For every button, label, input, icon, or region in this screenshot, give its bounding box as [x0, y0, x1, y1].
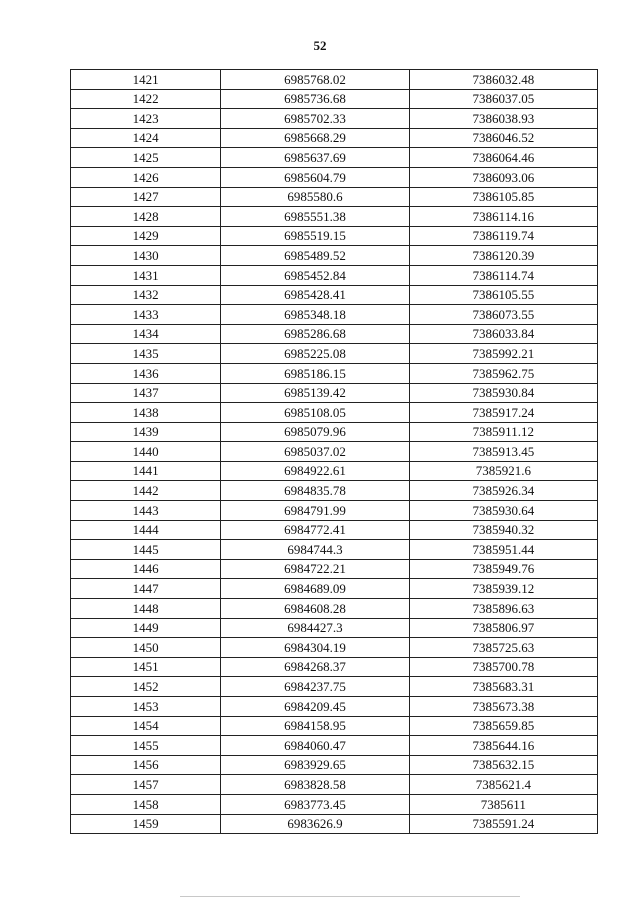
- y-coordinate-cell: 7385632.15: [409, 755, 597, 775]
- table-row: [71, 775, 598, 795]
- table-row: [71, 265, 598, 285]
- y-coordinate-cell: 7385939.12: [409, 579, 597, 599]
- table-row: [71, 520, 598, 540]
- point-number-cell: 1426: [71, 167, 221, 187]
- x-coordinate-cell: 6985489.52: [221, 246, 409, 266]
- table-row: [71, 89, 598, 109]
- table-row: [71, 383, 598, 403]
- x-coordinate-cell: 6985286.68: [221, 324, 409, 344]
- x-coordinate-cell: 6985637.69: [221, 148, 409, 168]
- y-coordinate-cell: 7385659.85: [409, 716, 597, 736]
- x-coordinate-cell: 6985519.15: [221, 226, 409, 246]
- y-coordinate-cell: 7386105.55: [409, 285, 597, 305]
- y-coordinate-cell: 7385992.21: [409, 344, 597, 364]
- y-coordinate-cell: 7386120.39: [409, 246, 597, 266]
- x-coordinate-cell: 6985768.02: [221, 70, 409, 90]
- table-row: [71, 403, 598, 423]
- x-coordinate-cell: 6984744.3: [221, 540, 409, 560]
- table-row: [71, 618, 598, 638]
- x-coordinate-cell: 6985108.05: [221, 403, 409, 423]
- y-coordinate-cell: 7385611: [409, 794, 597, 814]
- y-coordinate-cell: 7385683.31: [409, 677, 597, 697]
- x-coordinate-cell: 6985348.18: [221, 305, 409, 325]
- point-number-cell: 1423: [71, 109, 221, 129]
- y-coordinate-cell: 7385673.38: [409, 697, 597, 717]
- table-row: [71, 442, 598, 462]
- table-row: [71, 579, 598, 599]
- y-coordinate-cell: 7385591.24: [409, 814, 597, 834]
- y-coordinate-cell: 7385700.78: [409, 657, 597, 677]
- table-row: [71, 481, 598, 501]
- x-coordinate-cell: 6984209.45: [221, 697, 409, 717]
- table-row: [71, 599, 598, 619]
- y-coordinate-cell: 7386046.52: [409, 128, 597, 148]
- point-number-cell: 1456: [71, 755, 221, 775]
- point-number-cell: 1447: [71, 579, 221, 599]
- y-coordinate-cell: 7385917.24: [409, 403, 597, 423]
- x-coordinate-cell: 6985551.38: [221, 207, 409, 227]
- x-coordinate-cell: 6984722.21: [221, 559, 409, 579]
- y-coordinate-cell: 7385940.32: [409, 520, 597, 540]
- table-row: [71, 755, 598, 775]
- x-coordinate-cell: 6985604.79: [221, 167, 409, 187]
- x-coordinate-cell: 6984237.75: [221, 677, 409, 697]
- point-number-cell: 1430: [71, 246, 221, 266]
- y-coordinate-cell: 7386037.05: [409, 89, 597, 109]
- x-coordinate-cell: 6984608.28: [221, 599, 409, 619]
- x-coordinate-cell: 6985079.96: [221, 422, 409, 442]
- y-coordinate-cell: 7385962.75: [409, 363, 597, 383]
- table-row: [71, 363, 598, 383]
- point-number-cell: 1446: [71, 559, 221, 579]
- x-coordinate-cell: 6984689.09: [221, 579, 409, 599]
- y-coordinate-cell: 7386105.85: [409, 187, 597, 207]
- point-number-cell: 1455: [71, 736, 221, 756]
- x-coordinate-cell: 6985702.33: [221, 109, 409, 129]
- y-coordinate-cell: 7386073.55: [409, 305, 597, 325]
- x-coordinate-cell: 6985668.29: [221, 128, 409, 148]
- point-number-cell: 1436: [71, 363, 221, 383]
- point-number-cell: 1452: [71, 677, 221, 697]
- point-number-cell: 1435: [71, 344, 221, 364]
- point-number-cell: 1442: [71, 481, 221, 501]
- table-row: [71, 324, 598, 344]
- x-coordinate-cell: 6985580.6: [221, 187, 409, 207]
- table-row: [71, 736, 598, 756]
- table-row: [71, 638, 598, 658]
- point-number-cell: 1432: [71, 285, 221, 305]
- x-coordinate-cell: 6983929.65: [221, 755, 409, 775]
- point-number-cell: 1424: [71, 128, 221, 148]
- table-row: [71, 794, 598, 814]
- x-coordinate-cell: 6985037.02: [221, 442, 409, 462]
- x-coordinate-cell: 6985225.08: [221, 344, 409, 364]
- point-number-cell: 1431: [71, 265, 221, 285]
- point-number-cell: 1451: [71, 657, 221, 677]
- point-number-cell: 1434: [71, 324, 221, 344]
- point-number-cell: 1453: [71, 697, 221, 717]
- table-row: [71, 697, 598, 717]
- point-number-cell: 1441: [71, 461, 221, 481]
- x-coordinate-cell: 6984791.99: [221, 501, 409, 521]
- table-row: [71, 285, 598, 305]
- point-number-cell: 1444: [71, 520, 221, 540]
- y-coordinate-cell: 7385806.97: [409, 618, 597, 638]
- table-row: [71, 128, 598, 148]
- coordinates-table-body: [71, 70, 598, 834]
- y-coordinate-cell: 7386038.93: [409, 109, 597, 129]
- y-coordinate-cell: 7386064.46: [409, 148, 597, 168]
- table-row: [71, 246, 598, 266]
- table-row: [71, 226, 598, 246]
- table-row: [71, 501, 598, 521]
- table-row: [71, 344, 598, 364]
- table-row: [71, 207, 598, 227]
- table-row: [71, 70, 598, 90]
- table-row: [71, 148, 598, 168]
- point-number-cell: 1433: [71, 305, 221, 325]
- y-coordinate-cell: 7386114.16: [409, 207, 597, 227]
- point-number-cell: 1458: [71, 794, 221, 814]
- table-row: [71, 461, 598, 481]
- y-coordinate-cell: 7385921.6: [409, 461, 597, 481]
- point-number-cell: 1440: [71, 442, 221, 462]
- point-number-cell: 1427: [71, 187, 221, 207]
- y-coordinate-cell: 7385896.63: [409, 599, 597, 619]
- point-number-cell: 1450: [71, 638, 221, 658]
- y-coordinate-cell: 7385911.12: [409, 422, 597, 442]
- x-coordinate-cell: 6984835.78: [221, 481, 409, 501]
- x-coordinate-cell: 6985186.15: [221, 363, 409, 383]
- y-coordinate-cell: 7386114.74: [409, 265, 597, 285]
- y-coordinate-cell: 7386119.74: [409, 226, 597, 246]
- x-coordinate-cell: 6985736.68: [221, 89, 409, 109]
- table-row: [71, 657, 598, 677]
- y-coordinate-cell: 7385644.16: [409, 736, 597, 756]
- point-number-cell: 1459: [71, 814, 221, 834]
- x-coordinate-cell: 6984304.19: [221, 638, 409, 658]
- table-row: [71, 559, 598, 579]
- x-coordinate-cell: 6984060.47: [221, 736, 409, 756]
- point-number-cell: 1438: [71, 403, 221, 423]
- x-coordinate-cell: 6984922.61: [221, 461, 409, 481]
- point-number-cell: 1457: [71, 775, 221, 795]
- x-coordinate-cell: 6984268.37: [221, 657, 409, 677]
- point-number-cell: 1428: [71, 207, 221, 227]
- point-number-cell: 1437: [71, 383, 221, 403]
- y-coordinate-cell: 7385725.63: [409, 638, 597, 658]
- table-row: [71, 305, 598, 325]
- x-coordinate-cell: 6985139.42: [221, 383, 409, 403]
- point-number-cell: 1429: [71, 226, 221, 246]
- x-coordinate-cell: 6985428.41: [221, 285, 409, 305]
- table-row: [71, 422, 598, 442]
- point-number-cell: 1449: [71, 618, 221, 638]
- y-coordinate-cell: 7386032.48: [409, 70, 597, 90]
- y-coordinate-cell: 7385913.45: [409, 442, 597, 462]
- table-row: [71, 167, 598, 187]
- y-coordinate-cell: 7385926.34: [409, 481, 597, 501]
- x-coordinate-cell: 6985452.84: [221, 265, 409, 285]
- table-row: [71, 187, 598, 207]
- y-coordinate-cell: 7385621.4: [409, 775, 597, 795]
- y-coordinate-cell: 7386093.06: [409, 167, 597, 187]
- point-number-cell: 1425: [71, 148, 221, 168]
- point-number-cell: 1454: [71, 716, 221, 736]
- y-coordinate-cell: 7386033.84: [409, 324, 597, 344]
- point-number-cell: 1443: [71, 501, 221, 521]
- point-number-cell: 1422: [71, 89, 221, 109]
- point-number-cell: 1439: [71, 422, 221, 442]
- x-coordinate-cell: 6984427.3: [221, 618, 409, 638]
- page-number: 52: [313, 38, 327, 53]
- x-coordinate-cell: 6983828.58: [221, 775, 409, 795]
- table-row: [71, 814, 598, 834]
- x-coordinate-cell: 6984772.41: [221, 520, 409, 540]
- coordinates-table: [70, 69, 598, 834]
- x-coordinate-cell: 6984158.95: [221, 716, 409, 736]
- bottom-rule: [180, 896, 520, 897]
- y-coordinate-cell: 7385930.64: [409, 501, 597, 521]
- y-coordinate-cell: 7385930.84: [409, 383, 597, 403]
- table-row: [71, 109, 598, 129]
- table-row: [71, 540, 598, 560]
- point-number-cell: 1445: [71, 540, 221, 560]
- table-row: [71, 716, 598, 736]
- point-number-cell: 1421: [71, 70, 221, 90]
- y-coordinate-cell: 7385951.44: [409, 540, 597, 560]
- y-coordinate-cell: 7385949.76: [409, 559, 597, 579]
- x-coordinate-cell: 6983626.9: [221, 814, 409, 834]
- x-coordinate-cell: 6983773.45: [221, 794, 409, 814]
- point-number-cell: 1448: [71, 599, 221, 619]
- table-row: [71, 677, 598, 697]
